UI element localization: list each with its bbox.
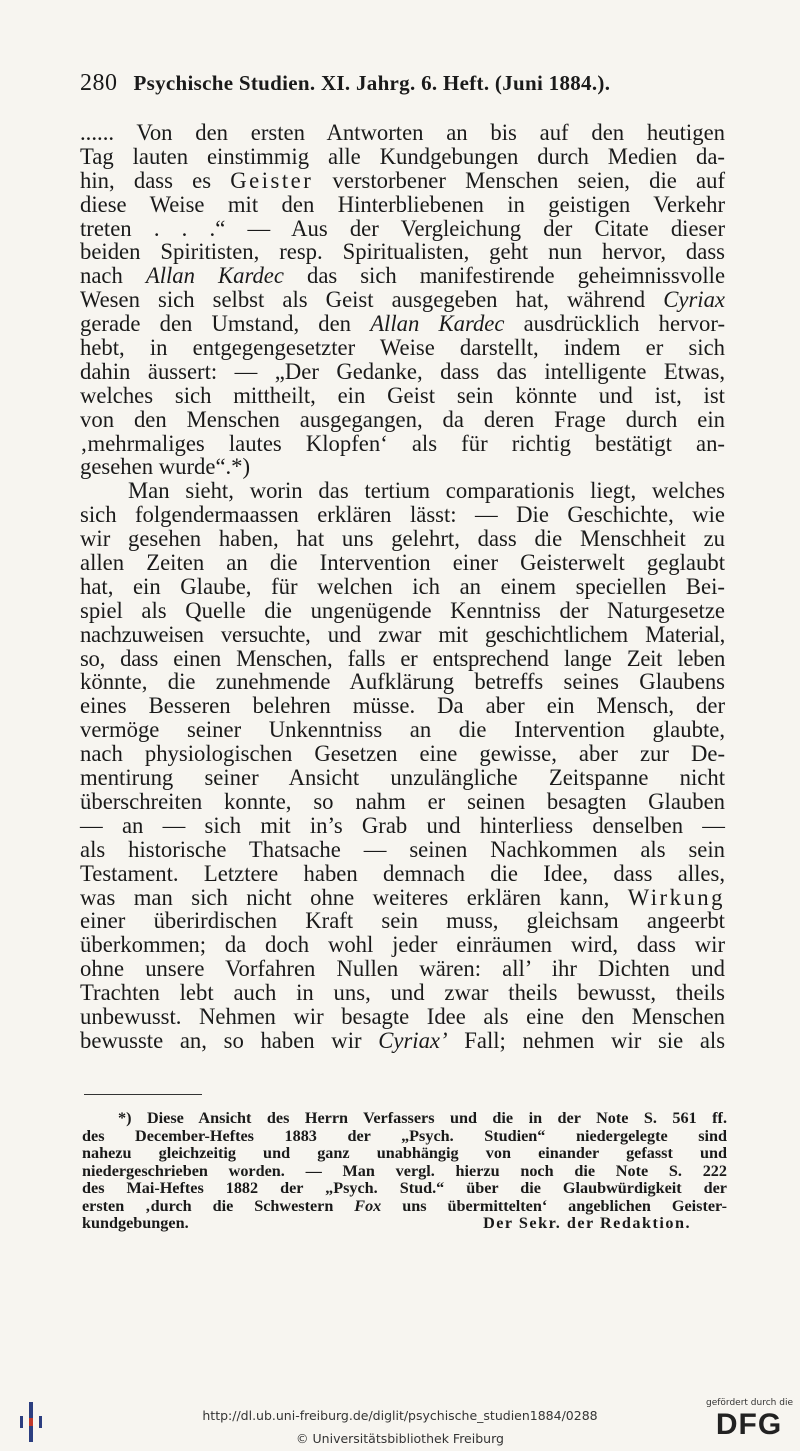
text-line: überkommen; da doch wohl jeder einräumen wird, dass wir <box>80 932 725 958</box>
text-fragment: verstorbener Menschen seien, die auf <box>332 167 725 193</box>
italic-name: Fox <box>354 1196 382 1215</box>
text-fragment: das sich manifestirende geheimnissvolle <box>306 263 726 289</box>
spaced-word: Wirkung <box>627 884 725 910</box>
text-fragment: was man sich nicht ohne weiteres erklären kann, <box>80 884 610 910</box>
footnote-line <box>82 1198 727 1216</box>
text-line <box>80 312 725 336</box>
text-line: Man sieht, worin das tertium comparationis liegt, welches <box>128 478 725 504</box>
text-line: hebt, in entgegengesetzter Weise darstellt, indem er sich <box>80 335 725 361</box>
text-line: als historische Thatsache — seinen Nachkommen als sein <box>80 836 725 862</box>
italic-name: Allan Kardec <box>370 311 505 337</box>
text-fragment: bewusste an, so haben wir <box>80 1027 362 1053</box>
text-line: Trachten lebt auch in uns, und zwar theils bewusst, theils <box>80 980 725 1006</box>
dfg-caption: gefördert durch die <box>706 1398 793 1408</box>
text-line: Tag lauten einstimmig alle Kundgebungen durch Medien da- <box>80 143 725 169</box>
page-number: 280 <box>80 70 118 96</box>
text-fragment: Fall; nehmen wir sie als <box>464 1027 726 1053</box>
footnote-line: des December-Heftes 1883 der „Psych. Studien“ niedergelegte sind <box>82 1126 727 1145</box>
text-fragment: nach <box>80 263 123 289</box>
text-line <box>80 288 725 312</box>
text-line: vermöge seiner Unkenntniss an die Intervention glaubte, <box>80 717 725 743</box>
text-line: beiden Spiritisten, resp. Spiritualisten, geht nun hervor, dass <box>80 239 725 265</box>
copyright: © Universitätsbibliothek Freiburg <box>296 1431 504 1446</box>
text-line: treten . . .“ — Aus der Vergleichung der Citate dieser <box>80 215 725 241</box>
spaced-word: Geister <box>230 167 314 193</box>
text-line: nachzuweisen versuchte, und zwar mit geschichtlichem Material, <box>80 621 725 647</box>
editor-signature: Der Sekr. der Redaktion. <box>483 1214 691 1232</box>
text-line: diese Weise mit den Hinterbliebenen in geistigen Verkehr <box>80 191 725 217</box>
italic-name: Allan Kardec <box>145 263 284 289</box>
text-fragment: gerade den Umstand, den <box>80 311 352 337</box>
text-line: nach physiologischen Gesetzen eine gewisse, aber zur De- <box>80 741 725 767</box>
text-line: eines Besseren belehren müsse. Da aber ein Mensch, der <box>80 693 725 719</box>
text-line: sich folgendermaassen erklären lässt: — Die Geschichte, wie <box>80 502 725 528</box>
text-line: ...... Von den ersten Antworten an bis auf den heutigen <box>80 120 725 145</box>
page-header <box>80 70 720 96</box>
footnote-line: nahezu gleichzeitig und ganz unabhängig von einander gefasst und <box>82 1144 727 1162</box>
text-fragment: uns übermittelten‘ angeblichen Geister- <box>402 1196 727 1215</box>
body-text <box>80 121 725 1053</box>
text-line: unbewusst. Nehmen wir besagte Idee als eine den Menschen <box>80 1003 725 1029</box>
text-line: hat, ein Glaube, für welchen ich an einem speciellen Bei- <box>80 573 725 599</box>
footnote-line: *) Diese Ansicht des Herrn Verfassers und die in der Note S. 561 ff. <box>118 1109 727 1127</box>
footnote-line <box>82 1215 727 1233</box>
text-line <box>80 886 725 910</box>
text-line: so, dass einen Menschen, falls er entsprechend lange Zeit leben <box>80 645 725 671</box>
text-line: gesehen wurde“.*) <box>80 454 251 480</box>
footnote-line: des Mai-Heftes 1882 der „Psych. Stud.“ über die Glaubwürdigkeit der <box>82 1179 727 1197</box>
text-line: welches sich mittheilt, ein Geist sein könnte und ist, ist <box>80 382 725 408</box>
footnote-line: niedergeschrieben worden. — Man vergl. hierzu noch die Note S. 222 <box>82 1161 727 1180</box>
italic-name: Cyriax’ <box>378 1027 448 1053</box>
dfg-wordmark: DFG <box>715 1408 783 1441</box>
italic-name: Cyriax <box>663 287 725 313</box>
source-url[interactable]: http://dl.ub.uni-freiburg.de/diglit/psychische_studien1884/0288 <box>202 1408 598 1423</box>
text-line: wir gesehen haben, hat uns gelehrt, dass die Menschheit zu <box>80 526 725 552</box>
text-line: überschreiten konnte, so nahm er seinen besagten Glauben <box>80 788 725 814</box>
footnote <box>82 1110 727 1233</box>
text-line: — an — sich mit in’s Grab und hinterliess denselben — <box>80 812 725 838</box>
text-line: allen Zeiten an die Intervention einer Geisterwelt geglaubt <box>80 550 725 576</box>
text-line: spiel als Quelle die ungenügende Kenntniss der Naturgesetze <box>80 597 725 623</box>
text-line: ‚mehrmaliges lautes Klopfen‘ als für richtig bestätigt an- <box>80 430 725 456</box>
text-line: Testament. Letztere haben demnach die Idee, dass alles, <box>80 860 725 886</box>
running-title: Psychische Studien. XI. Jahrg. 6. Heft. (Juni 1884.). <box>133 71 611 95</box>
text-line: von den Menschen ausgegangen, da deren Frage durch ein <box>80 406 725 432</box>
text-line <box>80 169 725 193</box>
text-line: dahin äussert: — „Der Gedanke, dass das intelligente Etwas, <box>80 358 725 384</box>
text-line: könnte, die zunehmende Aufklärung betreffs seines Glaubens <box>80 669 725 695</box>
text-line <box>80 264 725 288</box>
dfg-logo-icon[interactable] <box>706 1398 792 1448</box>
text-line <box>80 1029 725 1053</box>
text-line: ohne unsere Vorfahren Nullen wären: all’ ihr Dichten und <box>80 956 725 982</box>
text-fragment: Wesen sich selbst als Geist ausgegeben hat, während <box>80 287 646 313</box>
text-line: mentirung seiner Ansicht unzulängliche Zeitspanne nicht <box>80 765 725 791</box>
page-footer <box>0 1398 800 1451</box>
footnote-divider <box>84 1094 202 1095</box>
text-fragment: ausdrücklich hervor- <box>523 311 725 337</box>
text-fragment: ersten ‚durch die Schwestern <box>82 1196 334 1215</box>
text-fragment: kundgebungen. <box>82 1214 189 1232</box>
text-line: einer überirdischen Kraft sein muss, gleichsam angeerbt <box>80 908 725 934</box>
text-fragment: hin, dass es <box>80 167 212 193</box>
